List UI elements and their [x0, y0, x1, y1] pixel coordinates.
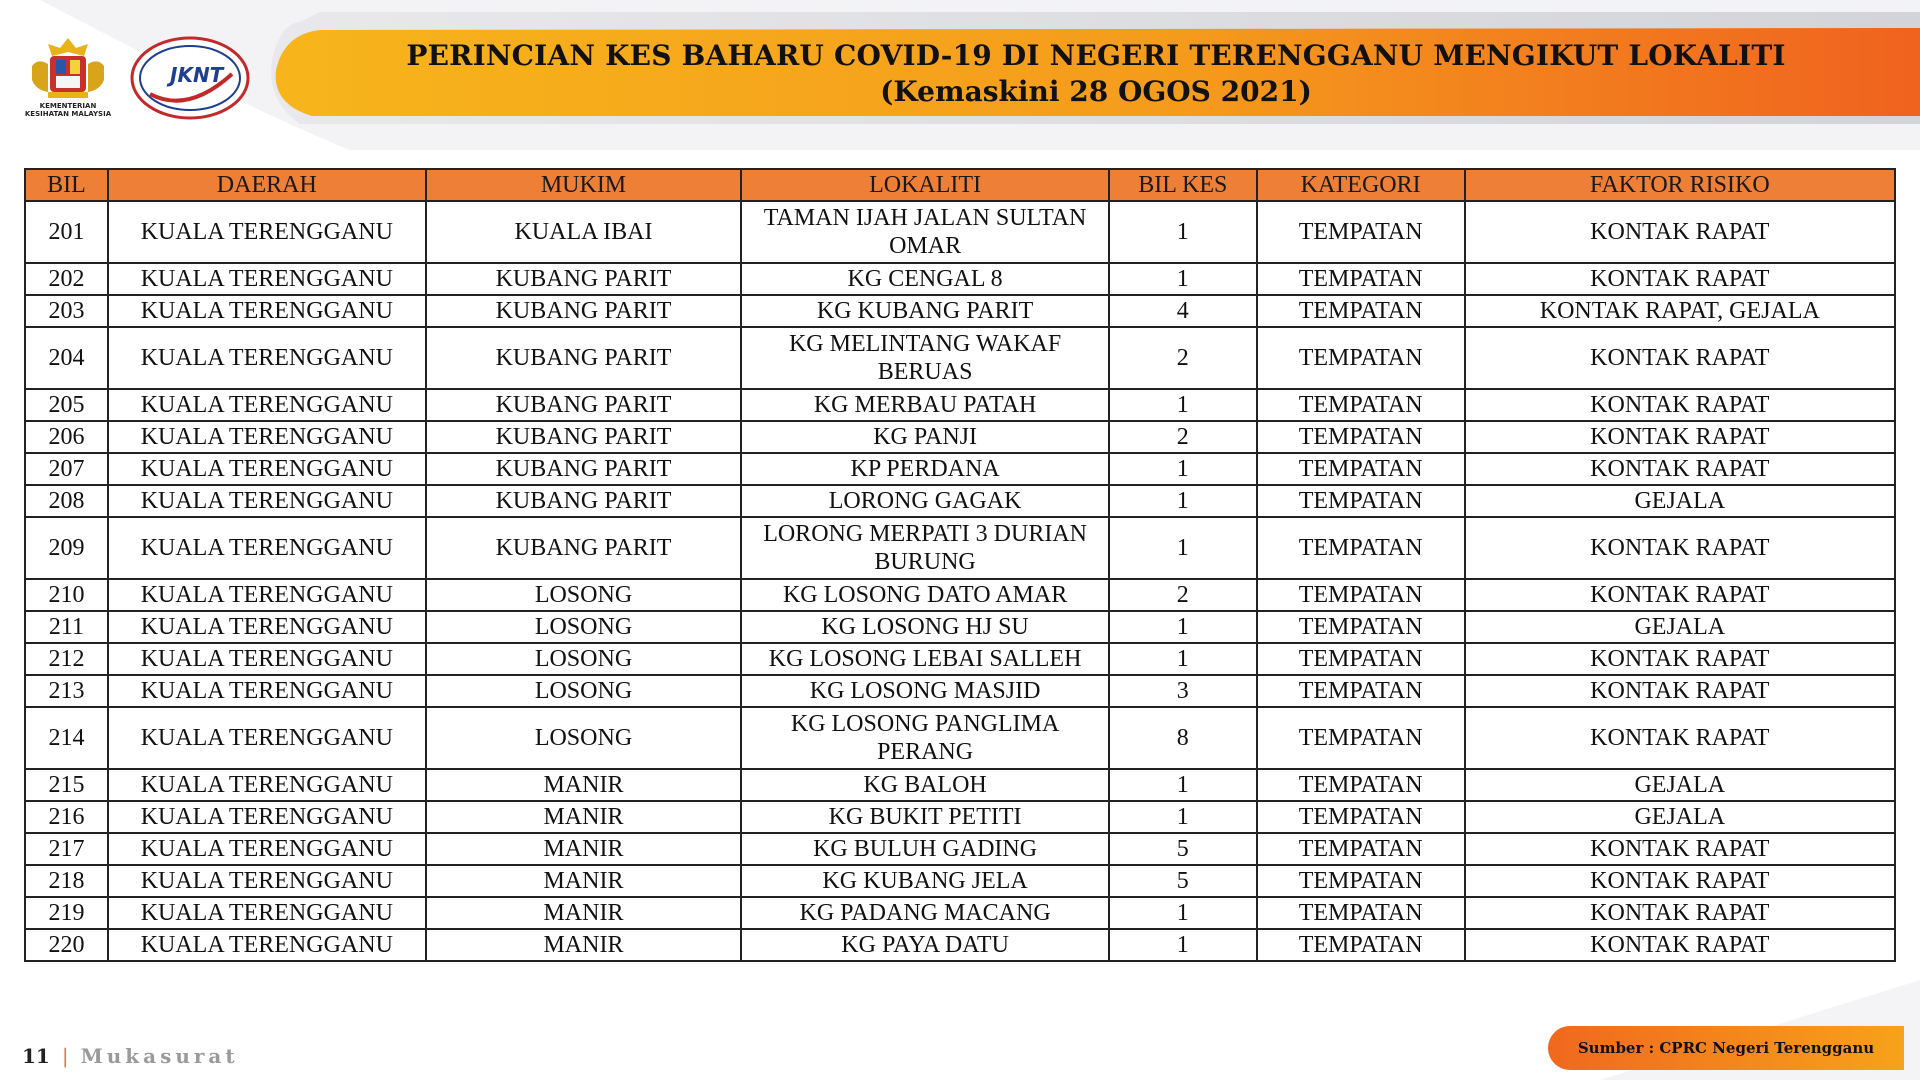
- cell-mukim: KUBANG PARIT: [426, 517, 742, 579]
- cell-faktor-risiko: KONTAK RAPAT: [1465, 327, 1895, 389]
- cell-daerah: KUALA TERENGGANU: [108, 201, 426, 263]
- cell-mukim: KUBANG PARIT: [426, 327, 742, 389]
- cell-mukim: LOSONG: [426, 675, 742, 707]
- cell-bil: 202: [25, 263, 108, 295]
- column-header-bil: BIL: [25, 169, 108, 201]
- cell-bil: 207: [25, 453, 108, 485]
- table-row: [25, 801, 1895, 833]
- cell-kategori: TEMPATAN: [1257, 865, 1465, 897]
- cell-bil-kes: 1: [1109, 769, 1257, 801]
- cell-daerah: KUALA TERENGGANU: [108, 327, 426, 389]
- cell-bil-kes: 8: [1109, 707, 1257, 769]
- cell-lokaliti: KP PERDANA: [741, 453, 1109, 485]
- table-row: [25, 295, 1895, 327]
- cell-lokaliti: KG PADANG MACANG: [741, 897, 1109, 929]
- cell-bil: 203: [25, 295, 108, 327]
- cell-kategori: TEMPATAN: [1257, 579, 1465, 611]
- cell-mukim: MANIR: [426, 897, 742, 929]
- cell-faktor-risiko: KONTAK RAPAT: [1465, 579, 1895, 611]
- cell-kategori: TEMPATAN: [1257, 517, 1465, 579]
- table-row: [25, 579, 1895, 611]
- page-title: PERINCIAN KES BAHARU COVID-19 DI NEGERI TERENGGANU MENGIKUT LOKALITI: [406, 39, 1786, 72]
- cell-kategori: TEMPATAN: [1257, 929, 1465, 961]
- cases-table: [24, 168, 1896, 962]
- cell-bil: 205: [25, 389, 108, 421]
- cell-daerah: KUALA TERENGGANU: [108, 897, 426, 929]
- table-row: [25, 833, 1895, 865]
- cell-bil-kes: 4: [1109, 295, 1257, 327]
- cell-bil-kes: 1: [1109, 453, 1257, 485]
- cell-lokaliti: KG LOSONG PANGLIMA PERANG: [741, 707, 1109, 769]
- cell-kategori: TEMPATAN: [1257, 675, 1465, 707]
- cell-mukim: KUBANG PARIT: [426, 453, 742, 485]
- cell-mukim: MANIR: [426, 929, 742, 961]
- cell-bil: 218: [25, 865, 108, 897]
- cell-lokaliti: KG PAYA DATU: [741, 929, 1109, 961]
- cell-lokaliti: KG LOSONG MASJID: [741, 675, 1109, 707]
- table-row: [25, 389, 1895, 421]
- table-header-row: [25, 169, 1895, 201]
- cell-bil: 210: [25, 579, 108, 611]
- page-word: Mukasurat: [80, 1044, 239, 1068]
- cell-faktor-risiko: KONTAK RAPAT: [1465, 643, 1895, 675]
- column-header-bil-kes: BIL KES: [1109, 169, 1257, 201]
- cell-bil-kes: 1: [1109, 517, 1257, 579]
- cell-bil-kes: 5: [1109, 833, 1257, 865]
- cell-bil: 208: [25, 485, 108, 517]
- cell-lokaliti: KG BALOH: [741, 769, 1109, 801]
- cell-lokaliti: KG BULUH GADING: [741, 833, 1109, 865]
- cell-mukim: KUBANG PARIT: [426, 389, 742, 421]
- cell-lokaliti: KG KUBANG PARIT: [741, 295, 1109, 327]
- cell-faktor-risiko: KONTAK RAPAT: [1465, 453, 1895, 485]
- cell-kategori: TEMPATAN: [1257, 801, 1465, 833]
- cell-mukim: KUBANG PARIT: [426, 421, 742, 453]
- cell-lokaliti: KG MERBAU PATAH: [741, 389, 1109, 421]
- cell-lokaliti: KG BUKIT PETITI: [741, 801, 1109, 833]
- cell-kategori: TEMPATAN: [1257, 707, 1465, 769]
- cell-daerah: KUALA TERENGGANU: [108, 929, 426, 961]
- cell-bil-kes: 1: [1109, 485, 1257, 517]
- table-row: [25, 897, 1895, 929]
- cell-bil-kes: 2: [1109, 579, 1257, 611]
- cell-bil: 215: [25, 769, 108, 801]
- column-header-mukim: MUKIM: [426, 169, 742, 201]
- cell-lokaliti: LORONG MERPATI 3 DURIAN BURUNG: [741, 517, 1109, 579]
- cell-faktor-risiko: KONTAK RAPAT: [1465, 389, 1895, 421]
- cell-daerah: KUALA TERENGGANU: [108, 833, 426, 865]
- cell-faktor-risiko: GEJALA: [1465, 769, 1895, 801]
- table-row: [25, 643, 1895, 675]
- page-footer: [22, 1044, 239, 1068]
- cell-daerah: KUALA TERENGGANU: [108, 453, 426, 485]
- page-subtitle: (Kemaskini 28 OGOS 2021): [880, 75, 1312, 108]
- cell-faktor-risiko: KONTAK RAPAT: [1465, 201, 1895, 263]
- cell-daerah: KUALA TERENGGANU: [108, 421, 426, 453]
- table-row: [25, 517, 1895, 579]
- cell-lokaliti: KG LOSONG HJ SU: [741, 611, 1109, 643]
- cell-faktor-risiko: GEJALA: [1465, 611, 1895, 643]
- cell-bil: 220: [25, 929, 108, 961]
- source-badge: [1548, 1026, 1904, 1070]
- cell-daerah: KUALA TERENGGANU: [108, 643, 426, 675]
- cell-bil-kes: 1: [1109, 929, 1257, 961]
- cell-kategori: TEMPATAN: [1257, 769, 1465, 801]
- column-header-kategori: KATEGORI: [1257, 169, 1465, 201]
- cell-mukim: KUBANG PARIT: [426, 485, 742, 517]
- column-header-faktor-risiko: FAKTOR RISIKO: [1465, 169, 1895, 201]
- table-row: [25, 421, 1895, 453]
- table-row: [25, 485, 1895, 517]
- table-row: [25, 611, 1895, 643]
- cell-lokaliti: KG LOSONG LEBAI SALLEH: [741, 643, 1109, 675]
- cell-kategori: TEMPATAN: [1257, 453, 1465, 485]
- table-row: [25, 769, 1895, 801]
- cell-faktor-risiko: KONTAK RAPAT, GEJALA: [1465, 295, 1895, 327]
- cell-lokaliti: TAMAN IJAH JALAN SULTAN OMAR: [741, 201, 1109, 263]
- cell-bil: 212: [25, 643, 108, 675]
- cell-mukim: KUBANG PARIT: [426, 295, 742, 327]
- cell-daerah: KUALA TERENGGANU: [108, 675, 426, 707]
- cell-daerah: KUALA TERENGGANU: [108, 389, 426, 421]
- cell-kategori: TEMPATAN: [1257, 201, 1465, 263]
- cell-daerah: KUALA TERENGGANU: [108, 579, 426, 611]
- cell-kategori: TEMPATAN: [1257, 485, 1465, 517]
- cell-mukim: KUALA IBAI: [426, 201, 742, 263]
- cell-kategori: TEMPATAN: [1257, 833, 1465, 865]
- cell-mukim: LOSONG: [426, 611, 742, 643]
- cell-daerah: KUALA TERENGGANU: [108, 865, 426, 897]
- cell-daerah: KUALA TERENGGANU: [108, 517, 426, 579]
- cell-daerah: KUALA TERENGGANU: [108, 485, 426, 517]
- cell-bil: 217: [25, 833, 108, 865]
- cell-kategori: TEMPATAN: [1257, 295, 1465, 327]
- table-row: [25, 453, 1895, 485]
- table-row: [25, 929, 1895, 961]
- cell-mukim: MANIR: [426, 865, 742, 897]
- cell-faktor-risiko: KONTAK RAPAT: [1465, 421, 1895, 453]
- cell-kategori: TEMPATAN: [1257, 327, 1465, 389]
- cell-lokaliti: KG MELINTANG WAKAF BERUAS: [741, 327, 1109, 389]
- cell-mukim: LOSONG: [426, 643, 742, 675]
- table-row: [25, 707, 1895, 769]
- cell-mukim: KUBANG PARIT: [426, 263, 742, 295]
- cell-kategori: TEMPATAN: [1257, 389, 1465, 421]
- cell-bil: 206: [25, 421, 108, 453]
- cell-kategori: TEMPATAN: [1257, 643, 1465, 675]
- cell-kategori: TEMPATAN: [1257, 611, 1465, 643]
- table-body: [25, 201, 1895, 961]
- cell-bil: 219: [25, 897, 108, 929]
- jknt-logo-icon: [128, 34, 252, 122]
- cell-faktor-risiko: KONTAK RAPAT: [1465, 707, 1895, 769]
- cell-faktor-risiko: GEJALA: [1465, 801, 1895, 833]
- column-header-daerah: DAERAH: [108, 169, 426, 201]
- cell-bil-kes: 1: [1109, 801, 1257, 833]
- svg-text:JKNT: JKNT: [170, 63, 224, 87]
- crest-caption: KEMENTERIAN KESIHATAN MALAYSIA: [24, 102, 112, 118]
- table-row: [25, 865, 1895, 897]
- cell-faktor-risiko: KONTAK RAPAT: [1465, 833, 1895, 865]
- cell-bil-kes: 1: [1109, 897, 1257, 929]
- cell-mukim: LOSONG: [426, 579, 742, 611]
- page-number: 11: [22, 1044, 50, 1068]
- cell-bil-kes: 3: [1109, 675, 1257, 707]
- cell-bil: 201: [25, 201, 108, 263]
- cell-daerah: KUALA TERENGGANU: [108, 769, 426, 801]
- cell-daerah: KUALA TERENGGANU: [108, 611, 426, 643]
- cell-faktor-risiko: KONTAK RAPAT: [1465, 897, 1895, 929]
- cell-bil: 204: [25, 327, 108, 389]
- cell-kategori: TEMPATAN: [1257, 897, 1465, 929]
- cell-daerah: KUALA TERENGGANU: [108, 707, 426, 769]
- table-row: [25, 201, 1895, 263]
- cell-kategori: TEMPATAN: [1257, 263, 1465, 295]
- cell-daerah: KUALA TERENGGANU: [108, 801, 426, 833]
- cell-faktor-risiko: KONTAK RAPAT: [1465, 263, 1895, 295]
- title-banner: [272, 18, 1920, 130]
- logo-area: [18, 30, 248, 130]
- cell-bil-kes: 1: [1109, 611, 1257, 643]
- cell-lokaliti: KG CENGAL 8: [741, 263, 1109, 295]
- cell-lokaliti: KG PANJI: [741, 421, 1109, 453]
- cell-mukim: MANIR: [426, 833, 742, 865]
- cell-bil-kes: 1: [1109, 389, 1257, 421]
- cell-kategori: TEMPATAN: [1257, 421, 1465, 453]
- page-separator: |: [61, 1044, 69, 1068]
- cell-bil: 209: [25, 517, 108, 579]
- cell-daerah: KUALA TERENGGANU: [108, 263, 426, 295]
- cell-lokaliti: KG KUBANG JELA: [741, 865, 1109, 897]
- cell-mukim: MANIR: [426, 769, 742, 801]
- cell-lokaliti: LORONG GAGAK: [741, 485, 1109, 517]
- cell-daerah: KUALA TERENGGANU: [108, 295, 426, 327]
- cell-bil-kes: 1: [1109, 201, 1257, 263]
- table-row: [25, 675, 1895, 707]
- cell-faktor-risiko: KONTAK RAPAT: [1465, 865, 1895, 897]
- cell-bil: 211: [25, 611, 108, 643]
- table-row: [25, 263, 1895, 295]
- cell-bil: 214: [25, 707, 108, 769]
- cell-bil-kes: 2: [1109, 421, 1257, 453]
- cell-faktor-risiko: GEJALA: [1465, 485, 1895, 517]
- cell-bil-kes: 2: [1109, 327, 1257, 389]
- column-header-lokaliti: LOKALITI: [741, 169, 1109, 201]
- cell-faktor-risiko: KONTAK RAPAT: [1465, 675, 1895, 707]
- cell-bil-kes: 1: [1109, 263, 1257, 295]
- cell-bil-kes: 1: [1109, 643, 1257, 675]
- cell-faktor-risiko: KONTAK RAPAT: [1465, 517, 1895, 579]
- table-row: [25, 327, 1895, 389]
- cell-faktor-risiko: KONTAK RAPAT: [1465, 929, 1895, 961]
- cell-bil: 216: [25, 801, 108, 833]
- source-text: Sumber : CPRC Negeri Terengganu: [1577, 1039, 1875, 1057]
- cell-bil-kes: 5: [1109, 865, 1257, 897]
- cell-bil: 213: [25, 675, 108, 707]
- cell-mukim: LOSONG: [426, 707, 742, 769]
- cell-lokaliti: KG LOSONG DATO AMAR: [741, 579, 1109, 611]
- cell-mukim: MANIR: [426, 801, 742, 833]
